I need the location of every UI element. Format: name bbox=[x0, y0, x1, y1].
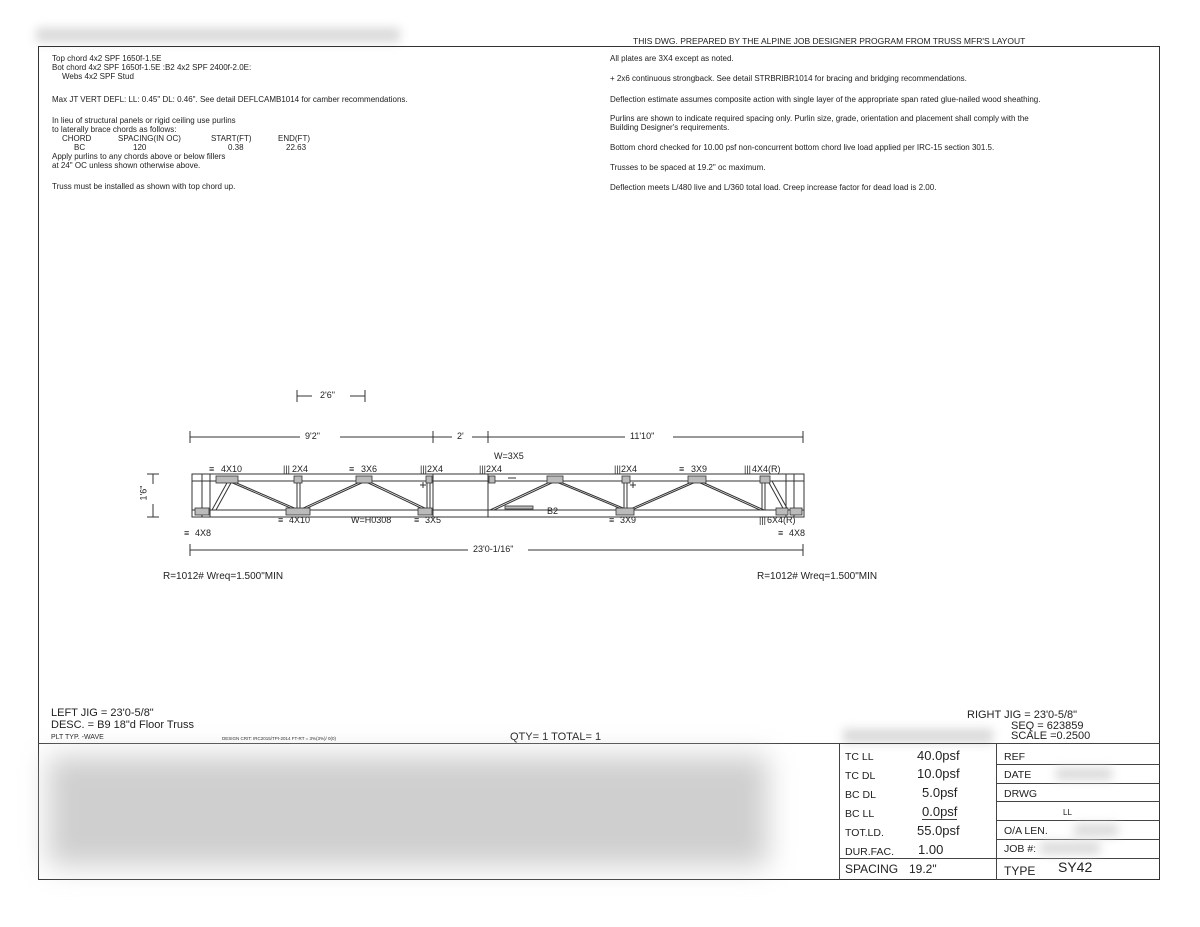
bottom-block-divider bbox=[38, 743, 1160, 744]
quantity: QTY= 1 TOTAL= 1 bbox=[510, 731, 602, 743]
spacing-label: SPACING bbox=[845, 862, 899, 876]
load-value-tc-dl: 10.0psf bbox=[917, 766, 960, 781]
note-top-chord: Top chord 4x2 SPF 1650f-1.5E bbox=[52, 54, 162, 63]
truss-description: DESC. = B9 18"d Floor Truss bbox=[51, 719, 194, 731]
title-block-spacing-divider bbox=[839, 858, 997, 859]
job-number-label: JOB #: bbox=[1004, 843, 1037, 855]
top-plate-label-6: 2X4 bbox=[621, 464, 638, 474]
spacing-value: 19.2" bbox=[909, 862, 937, 876]
load-label-bc-ll: BC LL bbox=[845, 808, 875, 820]
note-plates: All plates are 3X4 except as noted. bbox=[610, 54, 734, 63]
load-label-tc-ll: TC LL bbox=[845, 751, 874, 763]
purlin-header-spacing: SPACING(IN OC) bbox=[118, 134, 181, 143]
bottom-plate-label-2: 4X10 bbox=[289, 515, 311, 525]
redacted-job-number bbox=[1040, 842, 1100, 854]
ref-label: REF bbox=[1004, 751, 1025, 763]
title-block-row-3 bbox=[996, 801, 1160, 802]
drwg-value: LL bbox=[1063, 808, 1072, 817]
reaction-left: R=1012# Wreq=1.500"MIN bbox=[163, 571, 284, 582]
drwg-label: DRWG bbox=[1004, 788, 1038, 800]
reaction-right: R=1012# Wreq=1.500"MIN bbox=[757, 571, 878, 582]
load-label-dur-fac: DUR.FAC. bbox=[845, 846, 895, 858]
top-plate-label-5: 2X4 bbox=[486, 464, 503, 474]
load-value-bc-ll: 0.0psf bbox=[922, 804, 958, 819]
load-value-tc-ll: 40.0psf bbox=[917, 748, 960, 763]
bottom-plate-label-1: 4X8 bbox=[195, 528, 212, 538]
note-webs: Webs 4x2 SPF Stud bbox=[62, 72, 134, 81]
purlin-row-end: 22.63 bbox=[286, 143, 307, 152]
title-block-row-1 bbox=[996, 764, 1160, 765]
plate-type: PLT TYP. -WAVE bbox=[51, 734, 104, 741]
dim-2-6: 2'6" bbox=[320, 390, 335, 400]
note-deflection-estimate: Deflection estimate assumes composite action with single layer of the appropriate span rated glue-nailed wood sheathing. bbox=[610, 95, 1041, 104]
purlin-header-end: END(FT) bbox=[278, 134, 310, 143]
left-jig: LEFT JIG = 23'0-5/8" bbox=[51, 707, 154, 719]
note-deflection-limits: Deflection meets L/480 live and L/360 total load. Creep increase factor for dead load is 2.00. bbox=[610, 183, 937, 192]
note-bottom-chord-check: Bottom chord checked for 10.00 psf non-concurrent bottom chord live load applied per IRC-15 section 301.5. bbox=[610, 143, 995, 152]
purlin-header-start: START(FT) bbox=[211, 134, 252, 143]
top-plate-label-2: 2X4 bbox=[292, 464, 309, 474]
type-value: SY42 bbox=[1058, 859, 1093, 875]
note-truss-spacing: Trusses to be spaced at 19.2" oc maximum. bbox=[610, 163, 766, 172]
top-plate-label-4: 2X4 bbox=[427, 464, 444, 474]
bottom-plate-label-4: 3X5 bbox=[425, 515, 442, 525]
title-block-row-5 bbox=[996, 839, 1160, 840]
note-purlin-spacing-1: Purlins are shown to indicate required spacing only. Purlin size, grade, orientation and placement shall comply with the bbox=[610, 114, 1029, 123]
note-purlin-spacing-2: Building Designer's requirements. bbox=[610, 123, 730, 132]
redacted-box-top bbox=[843, 729, 993, 743]
drawing-source-note: THIS DWG. PREPARED BY THE ALPINE JOB DESIGNER PROGRAM FROM TRUSS MFR'S LAYOUT bbox=[633, 36, 1026, 46]
note-fillers-2: at 24" OC unless shown otherwise above. bbox=[52, 161, 201, 170]
bottom-plate-label-8: 4X8 bbox=[789, 528, 806, 538]
redacted-seal-area bbox=[48, 756, 768, 866]
design-criteria: DESIGN CRIT: IRC2015/TPI-2014 FT-RT = 3%(3%)/ 0(0) bbox=[222, 736, 336, 741]
title-block-row-2 bbox=[996, 783, 1160, 784]
dim-11-10: 11'10" bbox=[630, 431, 655, 441]
purlin-header-chord: CHORD bbox=[62, 134, 92, 143]
bottom-plate-label-7: 6X4(R) bbox=[767, 515, 796, 525]
bottom-plate-label-6: 3X9 bbox=[620, 515, 637, 525]
load-value-bc-dl: 5.0psf bbox=[922, 785, 958, 800]
load-label-tc-dl: TC DL bbox=[845, 770, 876, 782]
top-plate-label-3: 3X6 bbox=[361, 464, 378, 474]
redacted-date bbox=[1056, 768, 1112, 780]
load-value-dur-fac: 1.00 bbox=[918, 842, 944, 857]
top-plate-label-1: 4X10 bbox=[221, 464, 243, 474]
title-block-left-border bbox=[839, 743, 840, 880]
note-bot-chord: Bot chord 4x2 SPF 1650f-1.5E :B2 4x2 SPF 2400f-2.0E: bbox=[52, 63, 252, 72]
oa-length-label: O/A LEN. bbox=[1004, 825, 1048, 837]
sequence-number: SEQ = 623859 bbox=[1011, 720, 1084, 732]
note-purlins-2: to laterally brace chords as follows: bbox=[52, 125, 177, 134]
load-label-total: TOT.LD. bbox=[845, 827, 884, 839]
bottom-plate-label-3: W=H0308 bbox=[351, 515, 392, 525]
note-purlins-1: In lieu of structural panels or rigid ceiling use purlins bbox=[52, 116, 236, 125]
purlin-row-start: 0.38 bbox=[228, 143, 244, 152]
drawing-scale: SCALE =0.2500 bbox=[1011, 730, 1091, 742]
date-label: DATE bbox=[1004, 769, 1032, 781]
note-fillers-1: Apply purlins to any chords above or below fillers bbox=[52, 152, 226, 161]
top-plate-label-7: 3X9 bbox=[691, 464, 708, 474]
note-strongback: + 2x6 continuous strongback. See detail STRBRIBR1014 for bracing and bridging recommendations. bbox=[610, 74, 967, 83]
purlin-row-chord: BC bbox=[74, 143, 86, 152]
load-value-total: 55.0psf bbox=[917, 823, 960, 838]
right-jig: RIGHT JIG = 23'0-5/8" bbox=[967, 709, 1078, 721]
title-block-row-4 bbox=[996, 820, 1160, 821]
dim-9-2: 9'2" bbox=[305, 431, 320, 441]
note-deflection: Max JT VERT DEFL: LL: 0.45" DL: 0.46". See detail DEFLCAMB1014 for camber recommendations. bbox=[52, 95, 408, 104]
dim-span: 23'0-1/16" bbox=[473, 544, 514, 554]
dim-2: 2' bbox=[457, 431, 464, 441]
note-install: Truss must be installed as shown with top chord up. bbox=[52, 182, 236, 191]
top-plate-label-8: 4X4(R) bbox=[752, 464, 781, 474]
top-w-plate-label: W=3X5 bbox=[494, 451, 524, 461]
load-label-bc-dl: BC DL bbox=[845, 789, 876, 801]
redacted-oa-length bbox=[1074, 824, 1118, 836]
purlin-row-spacing: 120 bbox=[133, 143, 147, 152]
type-label: TYPE bbox=[1004, 864, 1036, 878]
dim-height: 1'6" bbox=[138, 485, 149, 501]
bottom-chord-b2-label: B2 bbox=[547, 506, 559, 516]
